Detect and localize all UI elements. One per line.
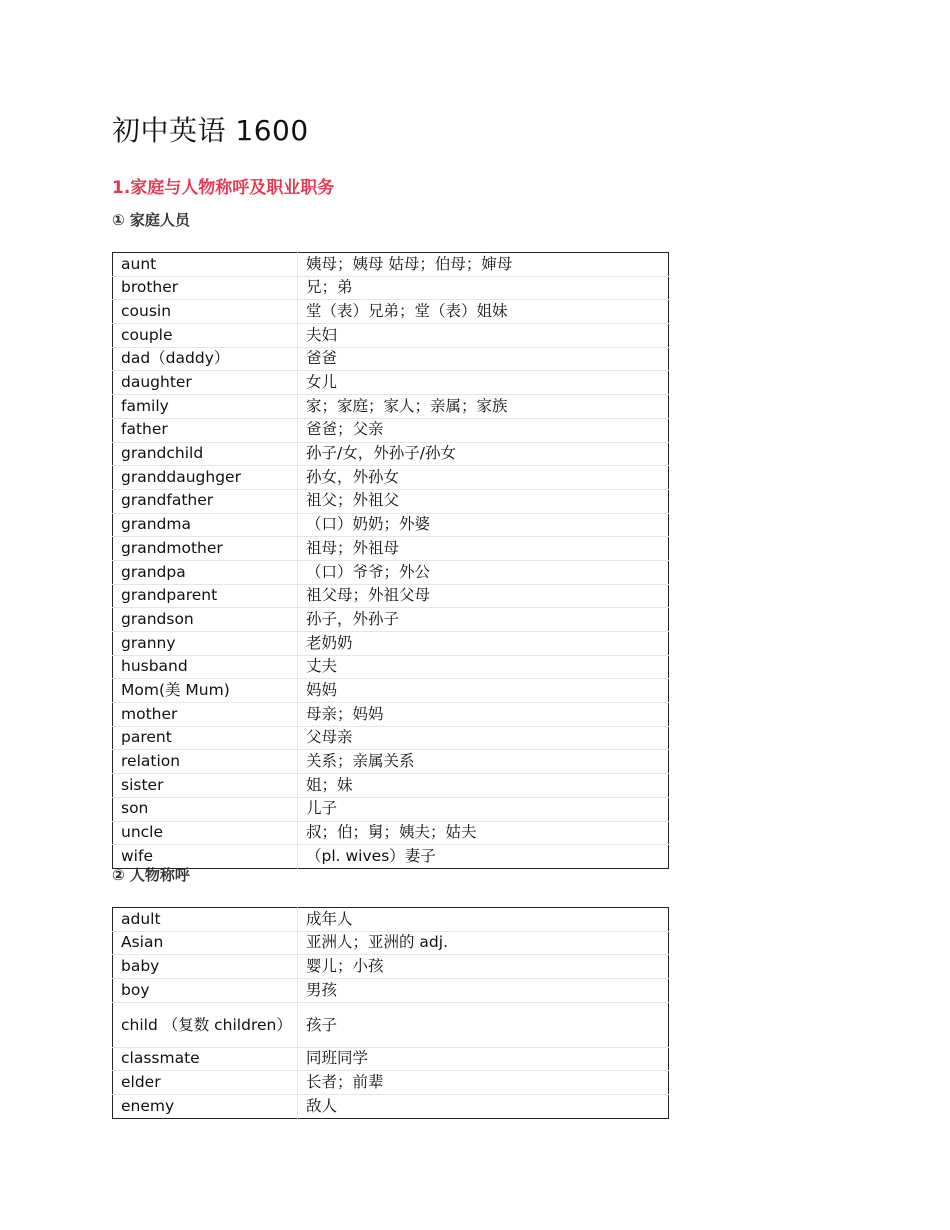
- vocab-meaning: 家；家庭；家人；亲属；家族: [298, 395, 669, 419]
- vocab-word: husband: [113, 655, 298, 679]
- table-row: [113, 1047, 669, 1071]
- table-row: [113, 1071, 669, 1095]
- vocab-word: grandfather: [113, 489, 298, 513]
- vocab-word: dad（daddy）: [113, 347, 298, 371]
- vocab-meaning: 孙子，外孙子: [298, 608, 669, 632]
- table-row: [113, 513, 669, 537]
- vocab-word: grandma: [113, 513, 298, 537]
- table-row: [113, 703, 669, 727]
- vocab-meaning: 母亲；妈妈: [298, 703, 669, 727]
- vocab-meaning: 祖父母；外祖父母: [298, 584, 669, 608]
- vocab-word: adult: [121, 909, 161, 928]
- vocab-meaning: （口）奶奶；外婆: [298, 513, 669, 537]
- table-row: [113, 489, 669, 513]
- table-row: [113, 395, 669, 419]
- vocab-word: mother: [113, 703, 298, 727]
- vocab-word: parent: [113, 726, 298, 750]
- vocab-word: Mom(美 Mum): [113, 679, 298, 703]
- table-row: [113, 750, 669, 774]
- vocab-meaning: 叔；伯；舅；姨夫；姑夫: [298, 821, 669, 845]
- vocab-meaning: 爸爸: [298, 347, 669, 371]
- vocab-meaning: 姨母；姨母 姑母；伯母；婶母: [298, 253, 669, 277]
- table-row: [113, 845, 669, 869]
- table-row: [113, 560, 669, 584]
- table-row: [113, 1095, 669, 1119]
- vocab-meaning: 同班同学: [298, 1047, 669, 1071]
- vocab-table-family: [112, 252, 669, 869]
- subsection-heading-family: ① 家庭人员: [112, 211, 190, 229]
- vocab-word: child （复数 children）: [113, 1002, 298, 1047]
- vocab-table-body: [113, 908, 669, 1119]
- vocab-word: granddaughger: [113, 466, 298, 490]
- vocab-table-people: [112, 907, 669, 1119]
- table-row: [113, 608, 669, 632]
- vocab-meaning: 夫妇: [298, 324, 669, 348]
- vocab-word: couple: [113, 324, 298, 348]
- vocab-word: grandparent: [113, 584, 298, 608]
- vocab-meaning: 婴儿；小孩: [298, 955, 669, 979]
- table-row: [113, 679, 669, 703]
- table-row: [113, 632, 669, 656]
- vocab-meaning: 孙女，外孙女: [298, 466, 669, 490]
- table-row: [113, 347, 669, 371]
- vocab-word: granny: [113, 632, 298, 656]
- vocab-meaning: 敌人: [298, 1095, 669, 1119]
- table-row: [113, 908, 669, 932]
- vocab-meaning: 堂（表）兄弟；堂（表）姐妹: [298, 300, 669, 324]
- document-title: 初中英语 1600: [112, 114, 309, 147]
- vocab-meaning: 爸爸；父亲: [298, 418, 669, 442]
- vocab-meaning: 父母亲: [298, 726, 669, 750]
- table-row: [113, 537, 669, 561]
- vocab-word: father: [113, 418, 298, 442]
- vocab-meaning: 孩子: [298, 1002, 669, 1047]
- table-row: [113, 466, 669, 490]
- vocab-word: daughter: [113, 371, 298, 395]
- table-row: [113, 324, 669, 348]
- vocab-word: enemy: [113, 1095, 298, 1119]
- table-row: [113, 253, 669, 277]
- table-row: [113, 821, 669, 845]
- vocab-word: uncle: [113, 821, 298, 845]
- table-row: [113, 979, 669, 1003]
- vocab-meaning: （pl. wives）妻子: [298, 845, 669, 869]
- vocab-meaning: 祖父；外祖父: [298, 489, 669, 513]
- vocab-word: grandmother: [113, 537, 298, 561]
- vocab-word: classmate: [113, 1047, 298, 1071]
- vocab-table-body: [113, 253, 669, 869]
- table-row: [113, 371, 669, 395]
- table-row: [113, 418, 669, 442]
- vocab-word: grandchild: [113, 442, 298, 466]
- table-row: [113, 1002, 669, 1047]
- vocab-word: son: [113, 797, 298, 821]
- table-row: [113, 655, 669, 679]
- vocab-meaning: 男孩: [298, 979, 669, 1003]
- vocab-meaning: 关系；亲属关系: [298, 750, 669, 774]
- table-row: [113, 300, 669, 324]
- vocab-word: boy: [113, 979, 298, 1003]
- vocab-word: aunt: [121, 254, 157, 273]
- vocab-meaning: 亚洲人；亚洲的 adj.: [298, 931, 669, 955]
- vocab-word: cousin: [113, 300, 298, 324]
- vocab-meaning: 儿子: [298, 797, 669, 821]
- vocab-meaning: 成年人: [298, 908, 669, 932]
- vocab-word: elder: [113, 1071, 298, 1095]
- vocab-word: grandpa: [113, 560, 298, 584]
- vocab-word: family: [113, 395, 298, 419]
- vocab-word: wife: [113, 845, 298, 869]
- vocab-meaning: 孙子/女，外孙子/孙女: [298, 442, 669, 466]
- vocab-meaning: （口）爷爷；外公: [298, 560, 669, 584]
- table-row: [113, 276, 669, 300]
- table-row: [113, 584, 669, 608]
- table-row: [113, 797, 669, 821]
- vocab-word: Asian: [113, 931, 298, 955]
- table-row: [113, 955, 669, 979]
- vocab-word: grandson: [113, 608, 298, 632]
- vocab-word: baby: [113, 955, 298, 979]
- table-row: [113, 774, 669, 798]
- vocab-word: brother: [113, 276, 298, 300]
- vocab-meaning: 兄；弟: [298, 276, 669, 300]
- vocab-meaning: 姐；妹: [298, 774, 669, 798]
- vocab-word: relation: [113, 750, 298, 774]
- vocab-meaning: 丈夫: [298, 655, 669, 679]
- vocab-meaning: 女儿: [298, 371, 669, 395]
- vocab-meaning: 祖母；外祖母: [298, 537, 669, 561]
- vocab-meaning: 老奶奶: [298, 632, 669, 656]
- vocab-meaning: 长者；前辈: [298, 1071, 669, 1095]
- vocab-meaning: 妈妈: [298, 679, 669, 703]
- table-row: [113, 726, 669, 750]
- vocab-word: sister: [113, 774, 298, 798]
- subsection-heading-people: ② 人物称呼: [112, 866, 190, 884]
- table-row: [113, 442, 669, 466]
- table-row: [113, 931, 669, 955]
- section-heading: 1.家庭与人物称呼及职业职务: [112, 178, 335, 198]
